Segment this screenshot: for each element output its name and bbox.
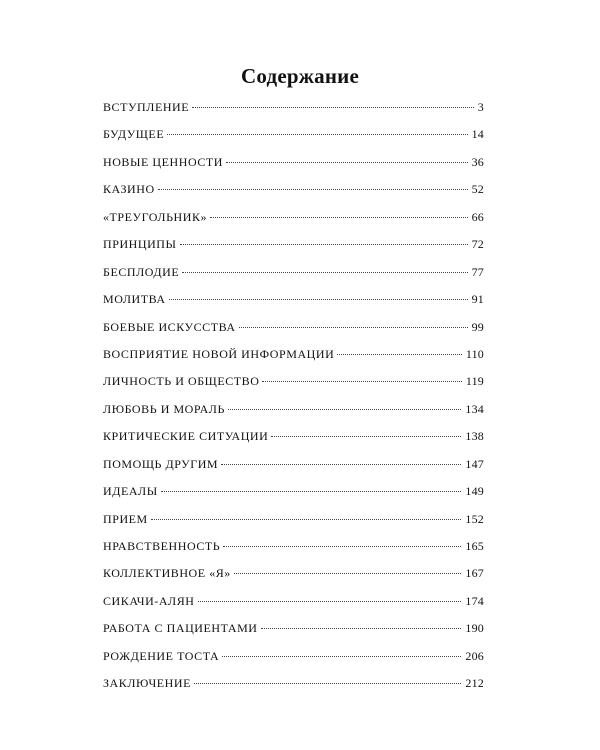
toc-dot-leader [194,683,461,684]
toc-dot-leader [210,217,468,218]
toc-entry-label: ЛЮБОВЬ И МОРАЛЬ [103,401,225,416]
toc-entry-label: РАБОТА С ПАЦИЕНТАМИ [103,621,258,636]
toc-entry-page: 77 [471,264,484,279]
toc-entry-page: 91 [471,292,484,307]
toc-entry-page: 3 [477,100,484,114]
toc-entry-label: БЕСПЛОДИЕ [103,264,180,279]
toc-entry[interactable] [103,204,484,231]
toc-entry-page: 190 [465,621,484,636]
toc-dot-leader [167,134,467,135]
toc-entry-page: 206 [465,648,484,663]
toc-entry[interactable] [103,423,484,450]
toc-dot-leader [161,491,462,492]
toc-entry-page: 99 [471,319,484,334]
toc-entry-label: ПРИНЦИПЫ [103,237,177,252]
toc-entry-label: КРИТИЧЕСКИЕ СИТУАЦИИ [103,429,269,444]
toc-entry[interactable] [103,368,484,395]
toc-entry-page: 147 [465,456,484,471]
toc-dot-leader [158,189,468,190]
toc-entry-label: РОЖДЕНИЕ ТОСТА [103,648,220,663]
toc-entry-label: ПРИЕМ [103,511,148,526]
toc-entry-page: 152 [465,511,484,526]
toc-entry[interactable] [103,670,484,697]
toc-entry-label: ЗАКЛЮЧЕНИЕ [103,676,191,691]
toc-entry-label: БОЕВЫЕ ИСКУССТВА [103,319,236,334]
toc-dot-leader [337,354,462,355]
toc-entry-label: НРАВСТВЕННОСТЬ [103,539,221,553]
toc-entry-label: МОЛИТВА [103,292,166,307]
toc-dot-leader [234,573,462,574]
toc-dot-leader [226,162,468,163]
toc-entry-label: ВСТУПЛЕНИЕ [103,100,190,114]
toc-entry-page: 52 [471,182,484,197]
toc-entry-page: 165 [465,539,484,553]
toc-entry[interactable] [103,121,484,148]
toc-entry[interactable] [103,451,484,478]
toc-entry-label: ПОМОЩЬ ДРУГИМ [103,456,219,471]
toc-entry-page: 36 [471,154,484,169]
toc-dot-leader [182,272,467,273]
toc-entry-label: ВОСПРИЯТИЕ НОВОЙ ИНФОРМАЦИИ [103,346,335,361]
toc-entry[interactable] [103,94,484,121]
toc-entry-label: ЛИЧНОСТЬ И ОБЩЕСТВО [103,374,260,389]
toc-dot-leader [192,107,474,108]
toc-entry[interactable] [103,314,484,341]
toc-entry-page: 72 [471,237,484,252]
toc-entry-page: 134 [465,401,484,416]
table-of-contents [103,94,484,698]
toc-entry-page: 66 [471,209,484,224]
toc-entry[interactable] [103,643,484,670]
page-title: Содержание [241,64,359,88]
toc-dot-leader [271,436,461,437]
toc-entry-label: БУДУЩЕЕ [103,127,165,142]
toc-entry-page: 212 [465,676,484,691]
toc-entry-page: 110 [465,346,484,361]
toc-entry[interactable] [103,478,484,505]
toc-dot-leader [169,299,468,300]
toc-entry-label: СИКАЧИ-АЛЯН [103,593,195,608]
toc-dot-leader [223,546,461,547]
toc-entry-label: КОЛЛЕКТИВНОЕ «Я» [103,566,231,581]
toc-entry-page: 14 [471,127,484,142]
toc-dot-leader [198,601,462,602]
toc-dot-leader [262,381,461,382]
toc-dot-leader [239,327,468,328]
toc-entry[interactable] [103,588,484,615]
toc-dot-leader [180,244,468,245]
toc-entry-label: «ТРЕУГОЛЬНИК» [103,209,208,224]
toc-entry[interactable] [103,286,484,313]
toc-entry[interactable] [103,231,484,258]
toc-entry-page: 167 [465,566,484,581]
toc-entry[interactable] [103,560,484,587]
toc-entry-page: 174 [465,593,484,608]
toc-dot-leader [261,628,462,629]
toc-entry-label: НОВЫЕ ЦЕННОСТИ [103,154,223,169]
toc-dot-leader [222,656,461,657]
toc-entry[interactable] [103,176,484,203]
toc-entry-label: ИДЕАЛЫ [103,484,158,499]
toc-entry[interactable] [103,506,484,533]
toc-entry[interactable] [103,615,484,642]
toc-entry[interactable] [103,259,484,286]
toc-dot-leader [228,409,461,410]
toc-entry[interactable] [103,533,484,560]
toc-entry-label: КАЗИНО [103,182,155,197]
toc-entry[interactable] [103,149,484,176]
toc-entry-page: 138 [465,429,484,444]
toc-entry[interactable] [103,341,484,368]
toc-entry-page: 149 [465,484,484,499]
toc-entry-page: 119 [465,374,484,389]
toc-entry[interactable] [103,396,484,423]
toc-dot-leader [221,464,461,465]
toc-dot-leader [151,519,462,520]
